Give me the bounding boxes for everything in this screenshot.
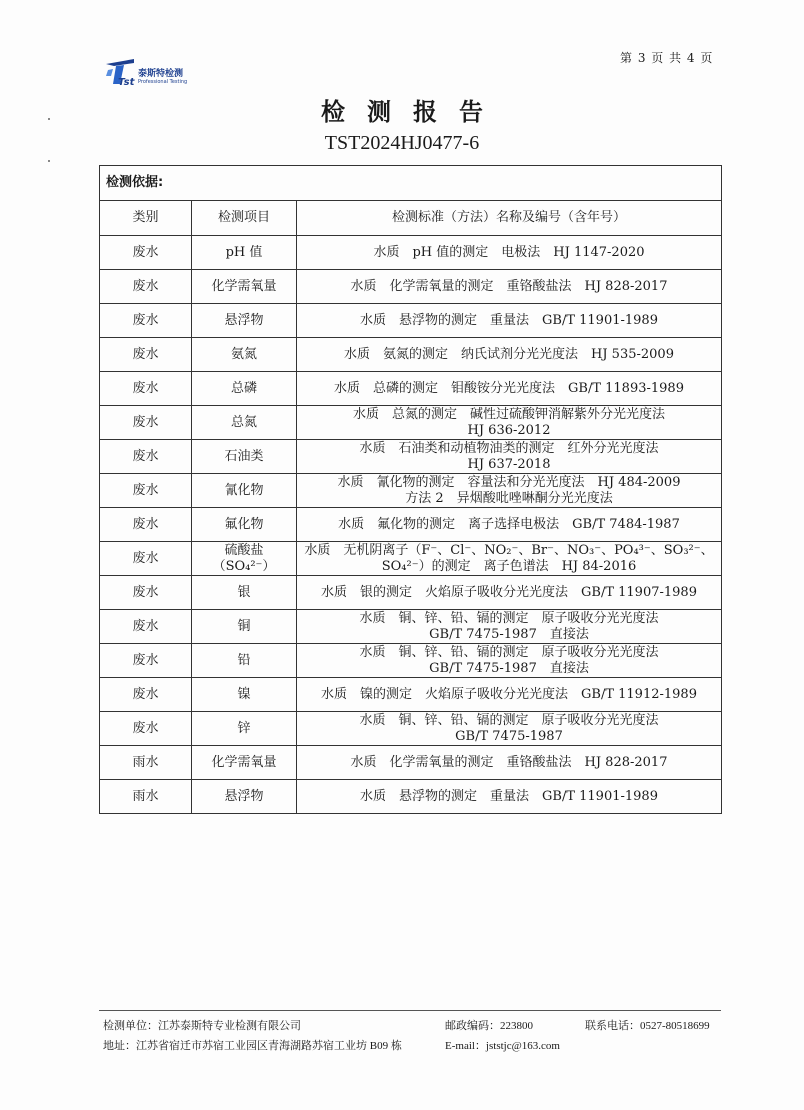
- row-item: [192, 644, 297, 678]
- table-row: [100, 236, 722, 270]
- section-title: 检测依据:: [100, 166, 722, 201]
- header-standard: 检测标准（方法）名称及编号（含年号）: [297, 201, 722, 236]
- standard-line: 水质 铜、锌、铅、镉的测定 原子吸收分光光度法: [359, 712, 659, 728]
- standard-line: GB/T 7475-1987: [455, 728, 563, 744]
- row-item: [192, 678, 297, 712]
- table-row: [100, 406, 722, 440]
- page-number: 第 3 页 共 4 页: [620, 51, 714, 65]
- row-item-text: 氰化物: [224, 482, 264, 498]
- row-category: 废水: [100, 338, 192, 372]
- table-row: [100, 712, 722, 746]
- row-category: 废水: [100, 576, 192, 610]
- standard-line: SO₄²⁻）的测定 离子色谱法 HJ 84-2016: [381, 558, 637, 574]
- row-item-text: 氟化物: [224, 516, 264, 532]
- table-header-row: [100, 201, 722, 236]
- row-item: [192, 780, 297, 814]
- footer-address: 地址：江苏省宿迁市苏宿工业园区青海湖路苏宿工业坊 B09 栋: [103, 1040, 402, 1052]
- standard-line: 方法 2 异烟酸吡唑啉酮分光光度法: [405, 490, 613, 506]
- row-category: 废水: [100, 542, 192, 576]
- report-title: 检测报告: [321, 98, 505, 126]
- row-item-text: 化学需氧量: [211, 278, 277, 294]
- standard-line: 水质 化学需氧量的测定 重铬酸盐法 HJ 828-2017: [350, 754, 668, 770]
- row-standard: [297, 746, 722, 780]
- logo-name-cn: 泰斯特检测: [138, 69, 184, 79]
- table-row: [100, 508, 722, 542]
- row-item: [192, 304, 297, 338]
- standard-line: 水质 悬浮物的测定 重量法 GB/T 11901-1989: [360, 788, 658, 804]
- standard-line: HJ 637-2018: [467, 456, 551, 472]
- row-category: 废水: [100, 304, 192, 338]
- table-row: [100, 610, 722, 644]
- row-category: 雨水: [100, 780, 192, 814]
- standard-line: 水质 无机阴离子（F⁻、Cl⁻、NO₂⁻、Br⁻、NO₃⁻、PO₄³⁻、SO₃²⁻、: [304, 542, 714, 558]
- row-category: 废水: [100, 508, 192, 542]
- row-item-text: 总磷: [230, 380, 257, 396]
- row-category: 废水: [100, 440, 192, 474]
- row-category: 废水: [100, 270, 192, 304]
- standard-line: 水质 总磷的测定 钼酸铵分光光度法 GB/T 11893-1989: [334, 380, 684, 396]
- row-standard: [297, 678, 722, 712]
- standard-line: 水质 石油类和动植物油类的测定 红外分光光度法: [359, 440, 659, 456]
- row-category: 废水: [100, 474, 192, 508]
- scan-mark: [48, 160, 50, 162]
- report-number: TST2024HJ0477-6: [324, 132, 480, 154]
- row-item: [192, 610, 297, 644]
- table-row: [100, 440, 722, 474]
- row-standard: [297, 712, 722, 746]
- row-item: [192, 746, 297, 780]
- standard-line: 水质 总氮的测定 碱性过硫酸钾消解紫外分光光度法: [352, 406, 665, 422]
- row-standard: [297, 270, 722, 304]
- basis-table: [99, 165, 722, 814]
- standard-line: GB/T 7475-1987 直接法: [429, 660, 589, 676]
- row-item: [192, 372, 297, 406]
- standard-line: 水质 氨氮的测定 纳氏试剂分光光度法 HJ 535-2009: [344, 346, 674, 362]
- table-row: [100, 542, 722, 576]
- row-item: [192, 508, 297, 542]
- row-item-text: 硫酸盐: [224, 542, 264, 558]
- row-item-text: 氨氮: [230, 346, 257, 362]
- row-item: [192, 406, 297, 440]
- standard-line: GB/T 7475-1987 直接法: [429, 626, 589, 642]
- row-category: 雨水: [100, 746, 192, 780]
- row-category: 废水: [100, 372, 192, 406]
- row-category: 废水: [100, 236, 192, 270]
- row-standard: [297, 780, 722, 814]
- table-row: [100, 474, 722, 508]
- row-item-text: 锌: [237, 720, 251, 736]
- standard-line: 水质 铜、锌、铅、镉的测定 原子吸收分光光度法: [359, 644, 659, 660]
- row-item: [192, 338, 297, 372]
- table-row: [100, 644, 722, 678]
- table-row: [100, 270, 722, 304]
- standard-line: 水质 化学需氧量的测定 重铬酸盐法 HJ 828-2017: [350, 278, 668, 294]
- row-standard: [297, 236, 722, 270]
- row-item-text: 镍: [237, 686, 251, 702]
- row-standard: [297, 474, 722, 508]
- row-standard: [297, 372, 722, 406]
- row-item-text: 铅: [237, 652, 251, 668]
- row-category: 废水: [100, 610, 192, 644]
- row-category: 废水: [100, 644, 192, 678]
- row-item: [192, 542, 297, 576]
- row-standard: [297, 610, 722, 644]
- row-item-text: 银: [237, 584, 251, 600]
- standard-line: 水质 悬浮物的测定 重量法 GB/T 11901-1989: [360, 312, 658, 328]
- row-item-text: 石油类: [224, 448, 264, 464]
- standard-line: 水质 镍的测定 火焰原子吸收分光光度法 GB/T 11912-1989: [321, 686, 697, 702]
- row-item: [192, 576, 297, 610]
- table-row: [100, 678, 722, 712]
- row-standard: [297, 542, 722, 576]
- logo-name-en: Professional Testing: [138, 79, 188, 85]
- standard-line: 水质 氟化物的测定 离子选择电极法 GB/T 7484-1987: [338, 516, 680, 532]
- row-item: [192, 712, 297, 746]
- row-category: 废水: [100, 406, 192, 440]
- footer-phone: 联系电话：0527-80518699: [585, 1020, 710, 1032]
- row-item-text: 铜: [237, 618, 251, 634]
- row-category: 废水: [100, 678, 192, 712]
- row-item-text: 悬浮物: [224, 788, 264, 804]
- standard-line: 水质 pH 值的测定 电极法 HJ 1147-2020: [373, 244, 645, 260]
- row-standard: [297, 304, 722, 338]
- footer-divider: [99, 1010, 721, 1011]
- table-row: [100, 576, 722, 610]
- row-item-text: 化学需氧量: [211, 754, 277, 770]
- row-item-text: pH 值: [225, 244, 263, 260]
- header-category: 类别: [100, 201, 192, 236]
- footer-unit: 检测单位：江苏泰斯特专业检测有限公司: [103, 1020, 301, 1032]
- table-row: [100, 304, 722, 338]
- standard-line: 水质 银的测定 火焰原子吸收分光光度法 GB/T 11907-1989: [321, 584, 697, 600]
- row-standard: [297, 644, 722, 678]
- table-row: [100, 780, 722, 814]
- row-standard: [297, 406, 722, 440]
- row-item: [192, 474, 297, 508]
- footer-email: E-mail：jststjc@163.com: [445, 1040, 560, 1052]
- row-item-subtext: （SO₄²⁻）: [212, 558, 276, 574]
- table-row: [100, 338, 722, 372]
- row-standard: [297, 576, 722, 610]
- standard-line: HJ 636-2012: [467, 422, 551, 438]
- standard-line: 水质 铜、锌、铅、镉的测定 原子吸收分光光度法: [359, 610, 659, 626]
- row-item: [192, 236, 297, 270]
- row-item-text: 总氮: [230, 414, 257, 430]
- row-category: 废水: [100, 712, 192, 746]
- row-standard: [297, 440, 722, 474]
- standard-line: 水质 氰化物的测定 容量法和分光光度法 HJ 484-2009: [337, 474, 681, 490]
- header-item: 检测项目: [192, 201, 297, 236]
- row-standard: [297, 338, 722, 372]
- footer-postcode: 邮政编码：223800: [445, 1020, 533, 1032]
- row-item: [192, 270, 297, 304]
- table-row: [100, 372, 722, 406]
- logo-mark: Tst: [118, 77, 135, 88]
- row-item: [192, 440, 297, 474]
- table-row: [100, 746, 722, 780]
- row-item-text: 悬浮物: [224, 312, 264, 328]
- row-standard: [297, 508, 722, 542]
